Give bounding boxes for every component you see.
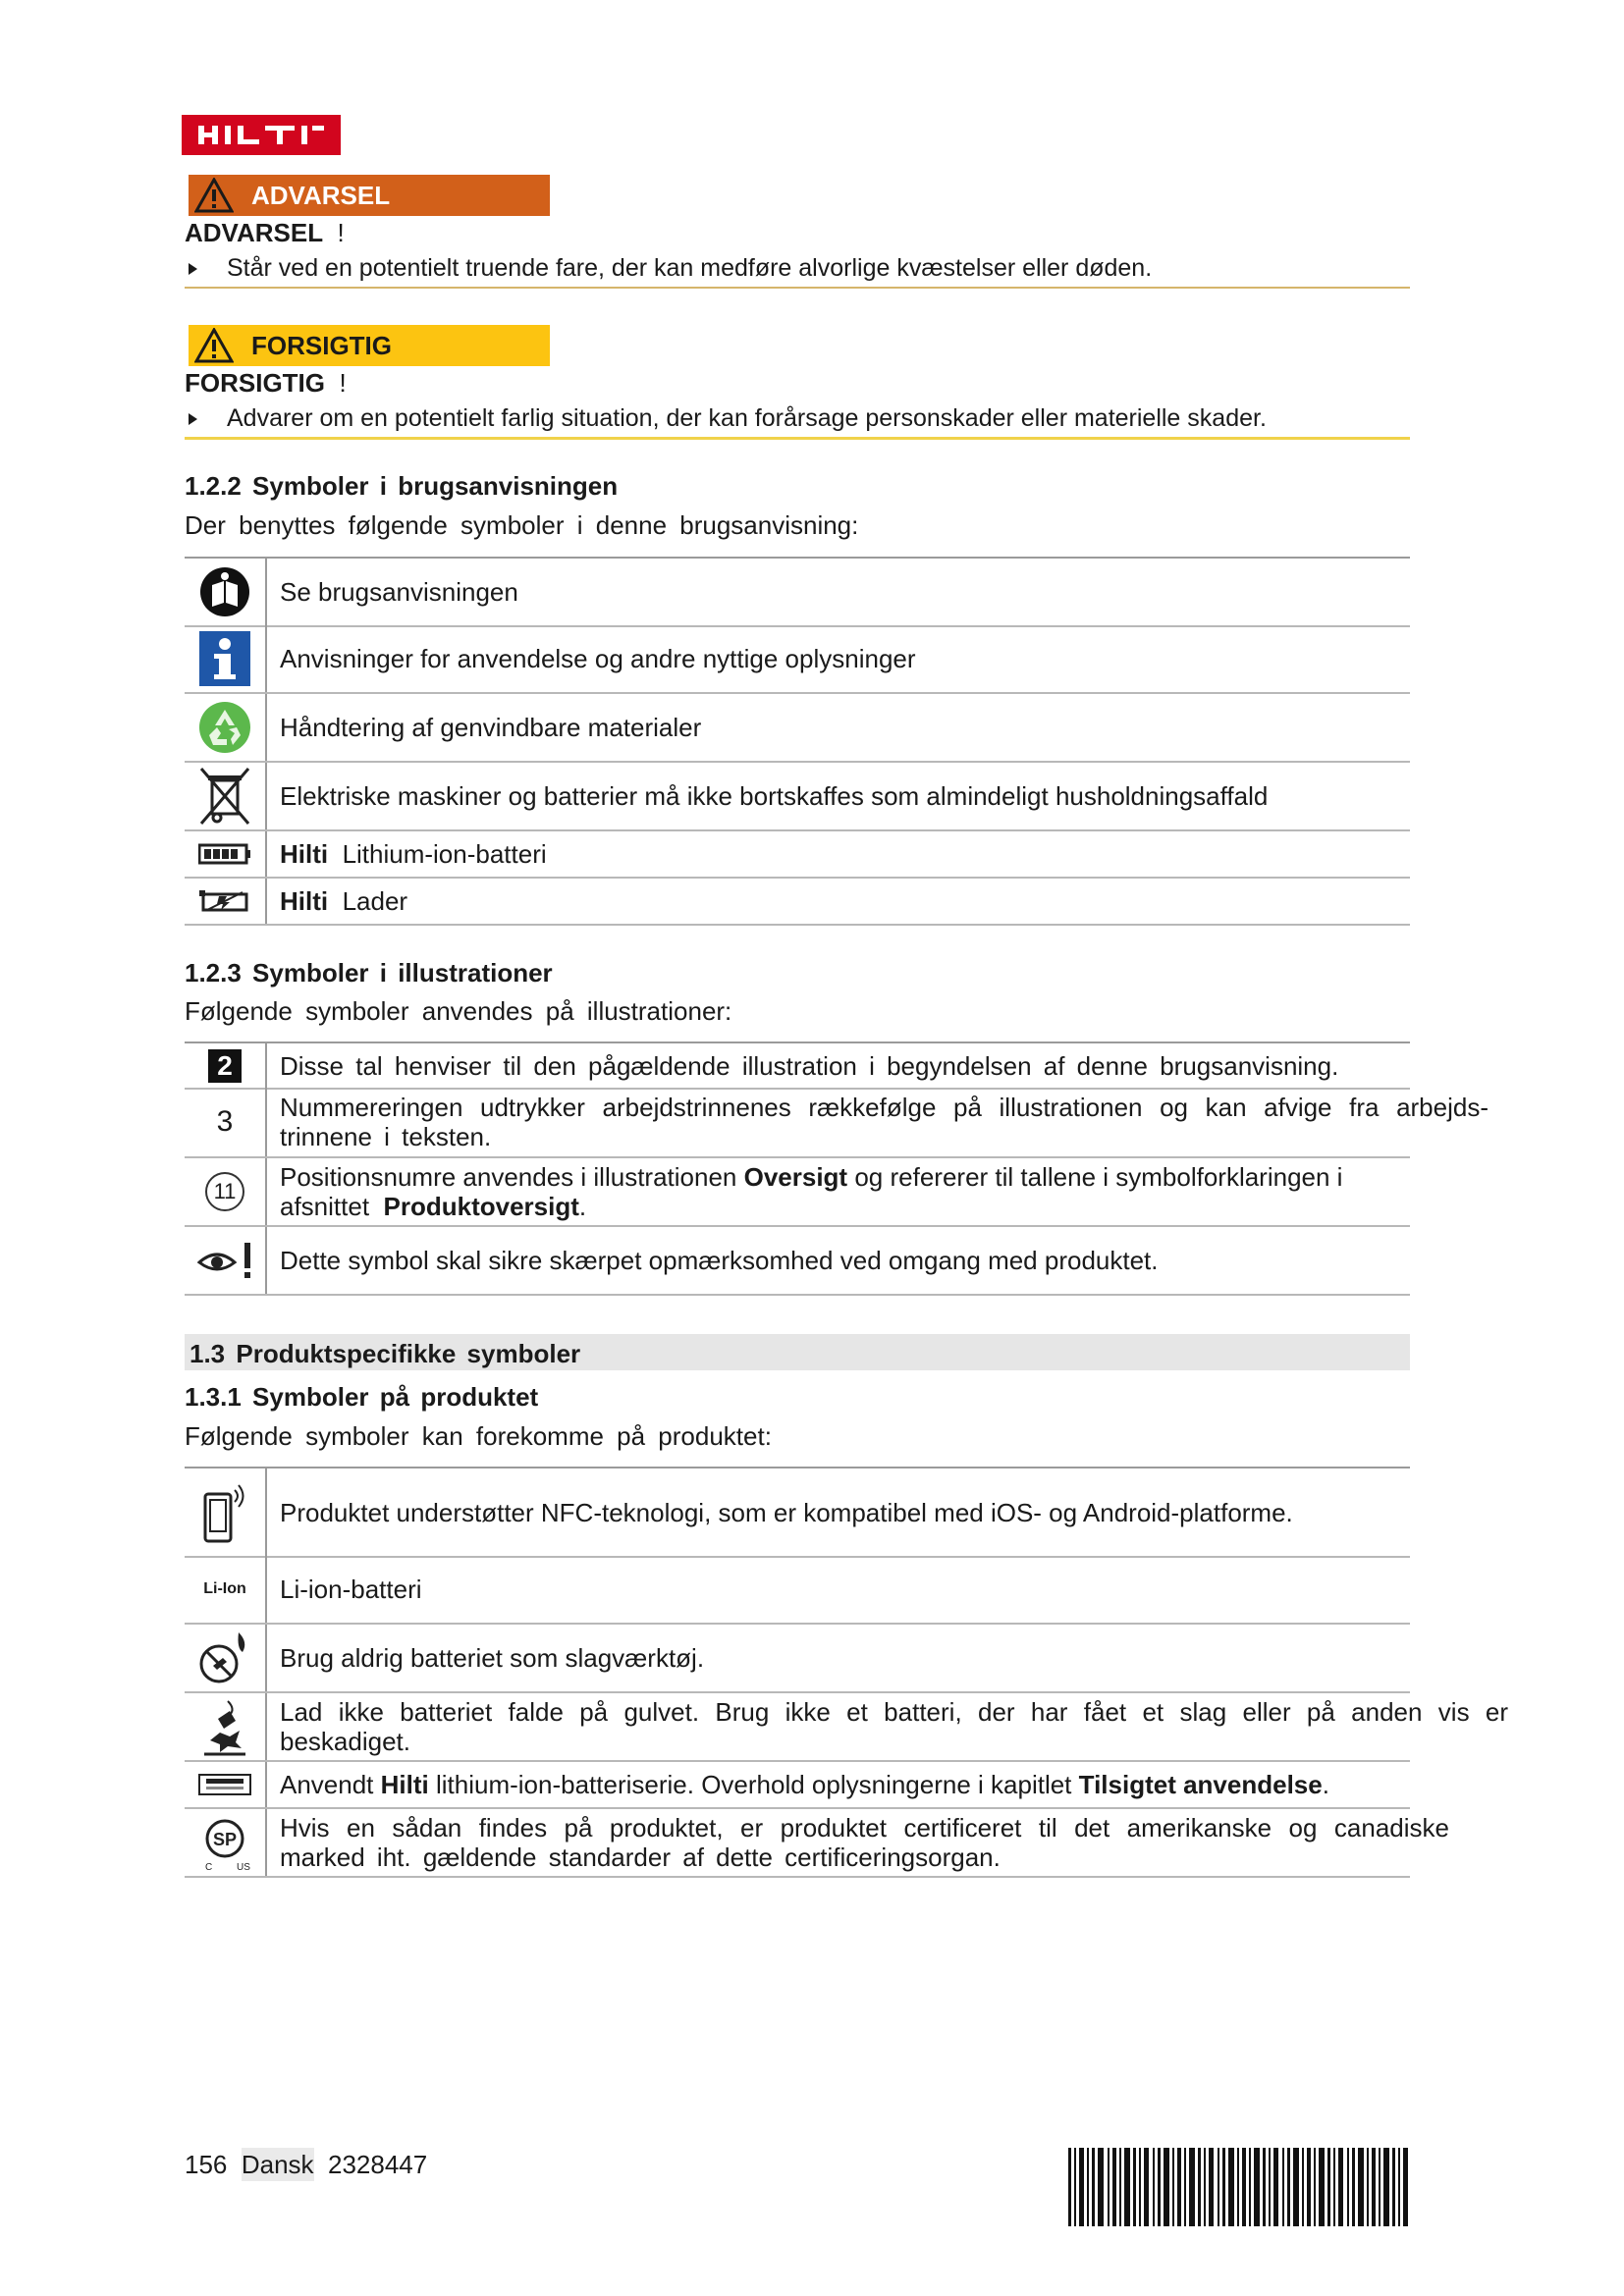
barcode (1068, 2148, 1410, 2226)
no-hammer-icon (197, 1629, 252, 1687)
caution-signal-banner (189, 325, 550, 366)
table-row: Se brugsanvisningen (185, 557, 1410, 627)
table-row: Li-Ion Li-ion-batteri (185, 1556, 1410, 1625)
caution-bullet: Advarer om en potentielt farlig situation, der kan forårsage personskader eller materielle skader. (185, 404, 1267, 433)
attention-eye-icon (195, 1241, 254, 1280)
caution-signal-word: FORSIGTIG (251, 330, 392, 360)
recycle-icon (197, 700, 252, 755)
step-number-icon: 3 (216, 1105, 234, 1138)
table-row: 11 Positionsnumre anvendes i illustrationen Oversigt og refererer til tallene i symbolforklaringen i afsnittet Produktoversigt. (185, 1158, 1410, 1227)
charger-icon (197, 888, 252, 914)
section-1-2-2-title: 1.2.2 Symboler i brugsanvisningen (185, 471, 619, 501)
table-row: 2 Disse tal henviser til den pågældende illustration i begyndelsen af denne brugsanvisning. (185, 1041, 1410, 1090)
section-1-3-title: 1.3 Produktspecifikke symboler (189, 1339, 581, 1368)
caution-rule (185, 437, 1410, 440)
svg-text:C: C (205, 1862, 213, 1872)
table-row: Hilti Lader (185, 879, 1410, 926)
table-row: Hilti Lithium-ion-batteri (185, 831, 1410, 879)
warning-signal-banner (189, 175, 550, 216)
section-1-2-3-intro: Følgende symboler anvendes på illustrationer: (185, 996, 732, 1026)
no-drop-icon (200, 1697, 249, 1756)
figure-number-icon: 2 (208, 1049, 242, 1083)
battery-series-icon (198, 1774, 251, 1795)
battery-icon (198, 843, 251, 865)
bullet-triangle-icon (189, 413, 197, 425)
li-ion-label-icon: Li-Ion (203, 1580, 246, 1597)
position-number-icon: 11 (205, 1172, 244, 1211)
page-number: 156 (185, 2150, 228, 2179)
warning-heading: ADVARSEL ! (185, 218, 345, 247)
svg-text:US: US (237, 1862, 250, 1872)
warning-bullet: Står ved en potentielt truende fare, der kan medføre alvorlige kvæstelser eller døden. (185, 254, 1152, 283)
footer-language: Dansk (241, 2150, 314, 2179)
warning-rule (185, 287, 1410, 289)
table-row: Lad ikke batteriet falde på gulvet. Brug ikke et batteri, der har fået et slag eller på anden vis er beskadiget. (185, 1693, 1410, 1762)
table-row: Anvendt Hilti lithium-ion-batteriserie. Overhold oplysningerne i kapitlet Tilsigtet anvendelse. (185, 1762, 1410, 1809)
document-number: 2328447 (328, 2150, 428, 2179)
warning-triangle-icon (194, 178, 234, 213)
bullet-triangle-icon (189, 263, 197, 275)
page-footer (185, 2150, 427, 2180)
table-row: Brug aldrig batteriet som slagværktøj. (185, 1625, 1410, 1693)
table-row: Håndtering af genvindbare materialer (185, 694, 1410, 763)
section-1-3-1-intro: Følgende symboler kan forekomme på produktet: (185, 1421, 772, 1451)
info-icon (198, 630, 251, 687)
table-row: 3 Nummereringen udtrykker arbejdstrinnenes rækkefølge på illustrationen og kan afvige fra arbejds-trinnene i teksten. (185, 1088, 1410, 1158)
table-row: Dette symbol skal sikre skærpet opmærksomhed ved omgang med produktet. (185, 1227, 1410, 1296)
caution-heading: FORSIGTIG ! (185, 368, 347, 398)
warning-triangle-icon (194, 328, 234, 363)
section-1-2-3-title: 1.2.3 Symboler i illustrationer (185, 958, 553, 988)
section-1-2-2-intro: Der benyttes følgende symboler i denne brugsanvisning: (185, 510, 859, 540)
table-row: Anvisninger for anvendelse og andre nyttige oplysninger (185, 625, 1410, 694)
table-row: SP C US Hvis en sådan findes på produktet, er produktet certificeret til det amerikanske og canadiske marked iht. gældende standarder af dette certificeringsorgan. (185, 1809, 1410, 1878)
nfc-icon (199, 1478, 250, 1547)
table-row: Produktet understøtter NFC-teknologi, som er kompatibel med iOS- og Android-platforme. (185, 1467, 1410, 1558)
csa-mark-icon (197, 1813, 252, 1872)
table-row: Elektriske maskiner og batterier må ikke bortskaffes som almindeligt husholdningsaffald (185, 763, 1410, 831)
manual-icon (198, 565, 251, 618)
section-1-3-1-title: 1.3.1 Symboler på produktet (185, 1382, 539, 1412)
warning-signal-word: ADVARSEL (251, 180, 391, 210)
hilti-logo (182, 115, 341, 155)
svg-text:SP: SP (212, 1830, 238, 1849)
crossed-bin-icon (197, 767, 252, 826)
